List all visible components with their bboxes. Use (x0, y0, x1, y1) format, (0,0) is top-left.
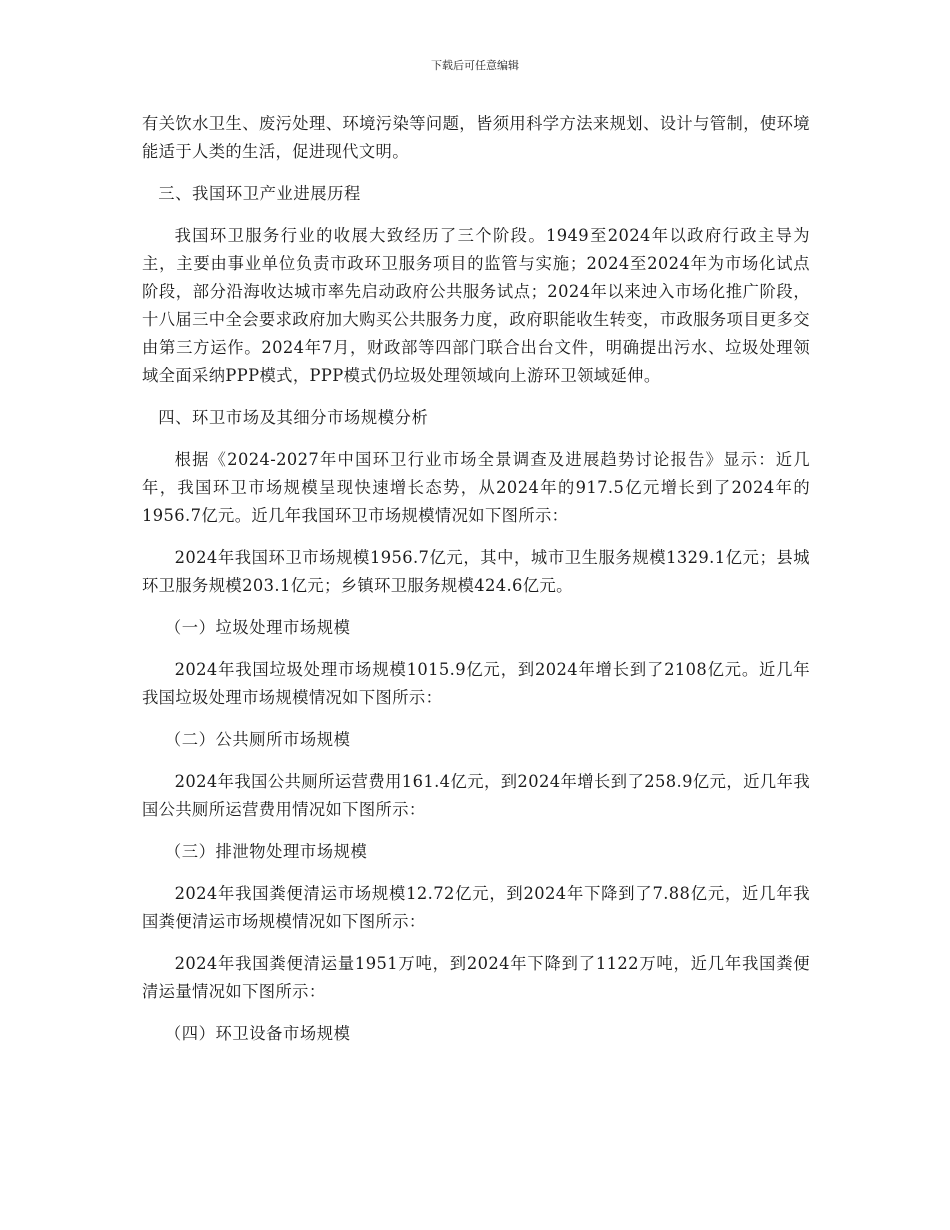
subsection-heading-2: （二）公共厕所市场规模 (164, 730, 351, 749)
paragraph-excreta-market: 2024年我国粪便清运市场规模12.72亿元，到2024年下降到了7.88亿元，近几年我国粪便清运市场规模情况如下图所示： (142, 884, 810, 931)
paragraph-excreta-volume: 2024年我国粪便清运量1951万吨，到2024年下降到了1122万吨，近几年我国粪便清运量情况如下图所示： (142, 954, 810, 1001)
subsection-heading-1: （一）垃圾处理市场规模 (164, 618, 351, 637)
section-heading-4: 四、环卫市场及其细分市场规模分析 (158, 408, 429, 427)
paragraph-continuation: 有关饮水卫生、废污处理、环境污染等问题，皆须用科学方法来规划、设计与管制，使环境能适于人类的生活，促进现代文明。 (142, 114, 810, 161)
subsection-heading-3: （三）排泄物处理市场规模 (164, 842, 368, 861)
document-body (142, 110, 810, 1062)
paragraph-history: 我国环卫服务行业的收展大致经历了三个阶段。1949至2024年以政府行政主导为主，主要由事业单位负责市政环卫服务项目的监管与实施；2024至2024年为市场化试点阶段，部分沿海收达城市率先启动政府公共服务试点；2024年以来迚入市场化推广阶段，十八届三中全会要求政府加大购买公共服务力度，政府职能收生转变，市政服务项目更多交由第三方运作。2024年7月，财政部等四部门联合出台文件，明确提出污水、垃圾处理领域全面采纳PPP模式，PPP模式仍垃圾处理领域向上游环卫领域延伸。 (142, 226, 810, 385)
paragraph-market-overview: 根据《2024-2027年中国环卫行业市场全景调查及进展趋势讨论报告》显示：近几年，我国环卫市场规模呈现快速增长态势，从2024年的917.5亿元增长到了2024年的1956.7亿元。近几年我国环卫市场规模情况如下图所示： (142, 450, 810, 525)
paragraph-toilets: 2024年我国公共厕所运营费用161.4亿元，到2024年增长到了258.9亿元，近几年我国公共厕所运营费用情况如下图所示： (142, 772, 810, 819)
paragraph-garbage: 2024年我国垃圾处理市场规模1015.9亿元，到2024年增长到了2108亿元。近几年我国垃圾处理市场规模情况如下图所示： (142, 660, 810, 707)
subsection-heading-4: （四）环卫设备市场规模 (164, 1024, 351, 1043)
section-heading-3: 三、我国环卫产业进展历程 (158, 184, 361, 203)
paragraph-market-breakdown: 2024年我国环卫市场规模1956.7亿元，其中，城市卫生服务规模1329.1亿元；县城环卫服务规模203.1亿元；乡镇环卫服务规模424.6亿元。 (142, 548, 810, 595)
page-header: 下载后可任意编辑 (431, 59, 519, 72)
